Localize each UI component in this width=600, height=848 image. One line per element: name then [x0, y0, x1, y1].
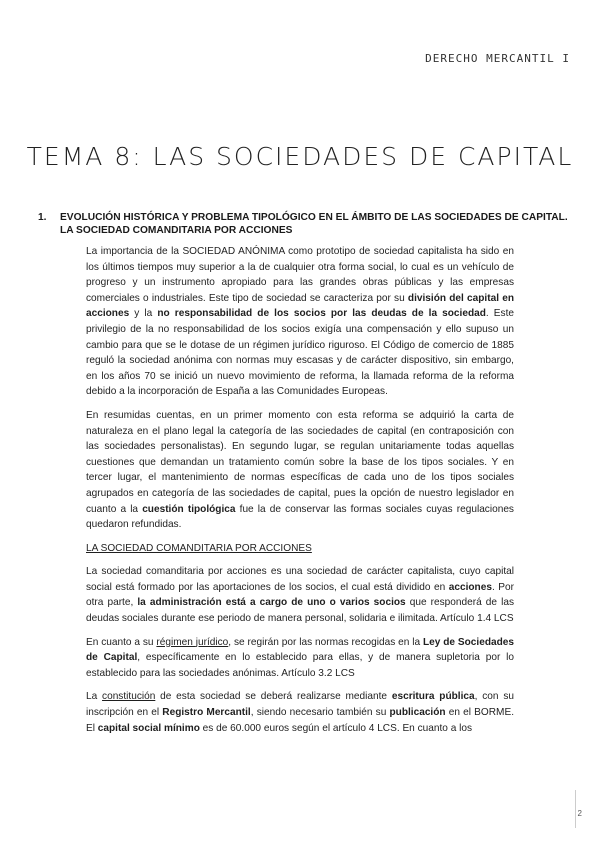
- text-run: y la: [129, 308, 158, 320]
- text-run: En cuanto a su: [86, 636, 157, 648]
- subsection-heading: LA SOCIEDAD COMANDITARIA POR ACCIONES: [86, 542, 312, 554]
- text-run: . Este privilegio de la no responsabilidad de los socios exigía una compensación y ello supuso un cambio para que se le dotase de un régimen jurídico riguroso. El Código de comercio de 1885 reguló la sociedad anónima con normas muy escasas y de carácter dispositivo, sin embargo, en los años 70 se inició un nuevo movimiento de reforma, la llamada reforma de la reforma debido a la incorporación de España a las Comunidades Europeas.: [86, 308, 514, 398]
- text-run: , con su inscripción en el: [86, 691, 514, 719]
- section-heading-text: EVOLUCIÓN HISTÓRICA Y PROBLEMA TIPOLÓGICO EN EL ÁMBITO DE LAS SOCIEDADES DE CAPITAL. LA SOCIEDAD COMANDITARIA POR ACCIONES: [60, 212, 568, 236]
- section-heading: [38, 211, 568, 237]
- text-run: , específicamente en lo establecido para ellas, y de manera supletoria por lo establecido para las sociedades anónimas. Artículo 3.2 LCS: [86, 652, 514, 679]
- text-run: La importancia de la SOCIEDAD ANÓNIMA como prototipo de sociedad capitalista ha sido en los últimos tiempos muy superior a la de cualquier otra forma social, lo cual es un vehículo de progreso y un instrumento apropiado para las grandes obras públicas y las empresas comerciales o industriales. Este tipo de sociedad se caracteriza por su: [86, 246, 514, 304]
- paragraph-2: [86, 408, 514, 533]
- bold-run: publicación: [389, 707, 446, 719]
- text-run: La sociedad comanditaria por acciones es una sociedad de carácter capitalista, cuyo capital social está formado por las aportaciones de los socios, el cual está dividido en: [86, 566, 514, 593]
- bold-run: Registro Mercantil: [162, 707, 251, 719]
- section-number: 1.: [38, 212, 47, 223]
- bold-run: acciones: [448, 581, 492, 593]
- page-title: TEMA 8: LAS SOCIEDADES DE CAPITAL: [26, 142, 574, 171]
- course-header: DERECHO MERCANTIL I: [425, 52, 570, 65]
- text-run: , siendo necesario también su: [250, 707, 390, 719]
- text-run: , se regirán por las normas recogidas en la: [228, 636, 423, 648]
- margin-divider: [575, 790, 576, 828]
- text-run: La: [86, 691, 103, 703]
- paragraph-4: [86, 635, 514, 682]
- text-run: de esta sociedad se deberá realizarse mediante: [155, 691, 392, 703]
- text-run: En resumidas cuentas, en un primer momento con esta reforma se adquirió la carta de naturaleza en el plano legal la categoría de las sociedades de capital (en contraposición con las sociedades personalistas). En segundo lugar, se regulan unitariamente todas aquellas cuestiones que demandan un tratamiento común sobre la base de los tipos sociales. Y en tercer lugar, el mantenimiento de normas específicas de cada uno de los tipos sociales agrupados en categoría de las sociedades de capital, pues la opción de nuestro legislador en cuanto a la: [86, 409, 514, 515]
- paragraph-1: [86, 244, 514, 400]
- bold-run: no responsabilidad de los socios por las deudas de la sociedad: [157, 308, 486, 320]
- text-run: que responderá de las deudas sociales durante ese periodo de manera personal, solidaria e ilimitada. Artículo 1.4 LCS: [86, 597, 514, 625]
- bold-run: Ley de Sociedades de Capital: [86, 636, 514, 664]
- bold-run: escritura pública: [391, 691, 475, 703]
- bold-run: capital social mínimo: [97, 722, 200, 734]
- underline-run: régimen jurídico: [156, 636, 229, 648]
- text-run: . Por otra parte,: [86, 581, 514, 609]
- paragraph-3: [86, 564, 514, 626]
- bold-run: cuestión tipológica: [142, 503, 236, 515]
- bold-run: la administración está a cargo de uno o varios socios: [137, 597, 406, 609]
- underline-run: constitución: [102, 691, 156, 703]
- page-number: 2: [577, 809, 582, 818]
- document-body: [86, 244, 514, 744]
- text-run: es de 60.000 euros según el artículo 4 LCS. En cuanto a los: [199, 722, 473, 734]
- bold-run: división del capital en acciones: [86, 292, 515, 320]
- paragraph-5: [86, 689, 514, 736]
- text-run: en el BORME. El: [86, 707, 514, 734]
- text-run: fue la de conservar las formas sociales cuyas regulaciones quedaron refundidas.: [86, 503, 514, 531]
